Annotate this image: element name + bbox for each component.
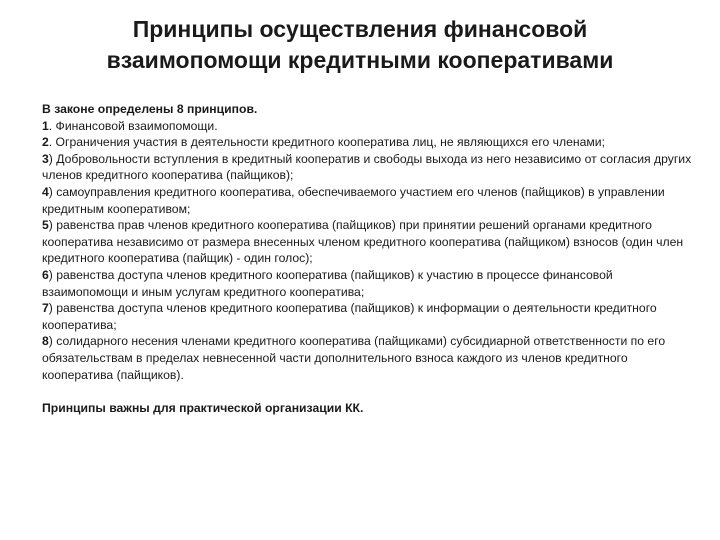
principle-6 [42,267,692,300]
slide-title [40,14,680,76]
principle-text: . Финансовой взаимопомощи. [48,118,218,133]
principle-2 [42,134,692,151]
principle-text: ) равенства доступа членов кредитного кооператива (пайщиков) к информации о деятельности кредитного кооператива; [42,301,657,332]
principle-number: 2 [42,135,49,150]
principle-5 [42,217,692,267]
principle-number: 7 [42,301,49,316]
title-line-2: взаимопомощи кредитными кооперативами [106,47,614,73]
principle-number: 4 [42,184,49,199]
principle-7 [42,300,692,333]
title-line-1: Принципы осуществления финансовой [132,16,588,42]
principle-text: ) Добровольности вступления в кредитный кооператив и свободы выхода из него независимо от согласия других членов кредитного кооператива (пайщиков); [42,151,692,183]
principle-4 [42,184,692,217]
principle-3 [42,151,692,184]
principle-number: 3 [42,151,49,166]
principle-number: 1 [42,118,49,133]
principle-text: ) равенства доступа членов кредитного кооператива (пайщиков) к участию в процессе финансовой взаимопомощи и иным услугам кредитного кооператива; [42,267,613,299]
principle-number: 6 [42,267,49,282]
principle-text: . Ограничения участия в деятельности кредитного кооператива лиц, не являющихся его членами; [48,135,606,150]
principle-text: ) равенства прав членов кредитного кооператива (пайщиков) при принятии решений органами кредитного кооператива независимо от размера внесенных членом кредитного кооператива (пайщиком) взносов (один член кредитного кооператива (пайщик) - один голос); [42,218,684,266]
principle-text: ) солидарного несения членами кредитного кооператива (пайщиками) субсидиарной ответственности по его обязательствам в пределах невнесенной части дополнительного взноса каждого из членов кредитного кооператива (пайщиков). [42,334,666,382]
closing-text: Принципы важны для практической организации КК. [42,401,364,416]
principle-1 [42,118,692,135]
principle-text: ) самоуправления кредитного кооператива, обеспечиваемого участием его членов (пайщиков) в управлении кредитным кооперативом; [42,184,665,216]
principle-number: 5 [42,218,49,233]
slide-body [42,101,692,417]
principle-8 [42,333,692,383]
principle-number: 8 [42,334,49,349]
intro-text: В законе определены 8 принципов. [42,102,258,116]
